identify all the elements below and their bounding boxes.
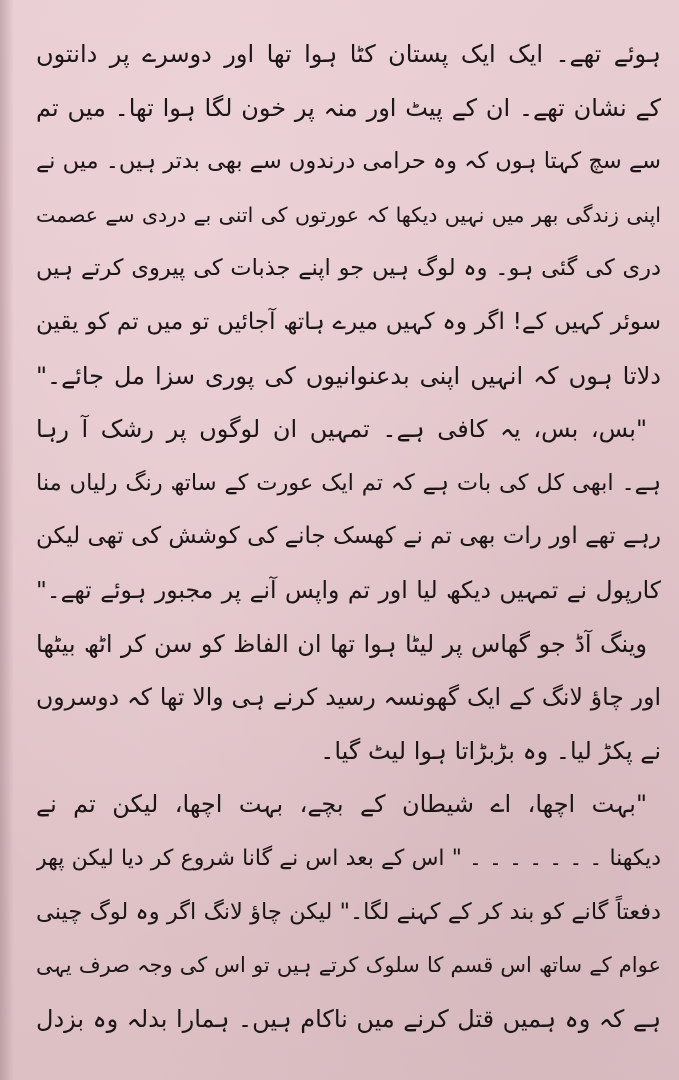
text-line: اپنی زندگی بھر میں نہیں دیکھا کہ عورتوں کی اتنی بے دردی سے عصمت xyxy=(36,202,661,227)
page-text xyxy=(36,28,661,1046)
text-line: ہے۔ ابھی کل کی بات ہے کہ تم ایک عورت کے ساتھ رنگ رلیاں منا xyxy=(36,469,661,496)
text-line: دلاتا ہوں کہ انہیں اپنی بدعنوانیوں کی پوری سزا مل جائے۔" xyxy=(36,361,661,390)
text-line: دفعتاً گانے کو بند کر کے کہنے لگا۔" لیکن چاؤ لانگ اگر وہ لوگ چینی xyxy=(36,898,661,925)
text-line: سے سچ کہتا ہوں کہ وہ حرامی درندوں سے بھی بدتر ہیں۔ میں نے xyxy=(36,148,661,175)
text-line: کارپول نے تمہیں دیکھ لیا اور تم واپس آنے پر مجبور ہوئے تھے۔" xyxy=(36,575,661,604)
text-line: دیکھنا ۔ ۔ ۔ ۔ ۔ ۔ ۔ " اس کے بعد اس نے گانا شروع کر دیا لیکن پھر xyxy=(36,845,661,871)
text-line: وینگ آڈ جو گھاس پر لیٹا ہوا تھا ان الفاظ کو سن کر اٹھ بیٹھا xyxy=(36,629,647,658)
page-edge-shadow xyxy=(0,0,14,1080)
text-line: "بس، بس، یہ کافی ہے۔ تمہیں ان لوگوں پر رشک آ رہا xyxy=(36,415,647,444)
text-line: دری کی گئی ہو۔ وہ لوگ ہیں جو اپنے جذبات کی پیروی کرتے ہیں xyxy=(36,255,661,282)
text-line: کے نشان تھے۔ ان کے پیٹ اور منہ پر خون لگا ہوا تھا۔ میں تم xyxy=(36,93,661,122)
text-line: عوام کے ساتھ اس قسم کا سلوک کرتے ہیں تو اس کی وجہ صرف یہی xyxy=(36,953,661,978)
text-line: سوئر کہیں کے! اگر وہ کہیں میرے ہاتھ آجائیں تو میں تم کو یقین xyxy=(36,308,661,335)
text-line: نے پکڑ لیا۔ وہ بڑبڑاتا ہوا لیٹ گیا۔ xyxy=(320,736,661,765)
text-line: ہے کہ وہ ہمیں قتل کرنے میں ناکام ہیں۔ ہمارا بدلہ وہ بزدل xyxy=(36,1004,661,1033)
text-line: اور چاؤ لانگ کے ایک گھونسہ رسید کرنے ہی والا تھا کہ دوسروں xyxy=(36,683,661,712)
text-line: ہوئے تھے۔ ایک ایک پستان کٹا ہوا تھا اور دوسرے پر دانتوں xyxy=(36,40,661,68)
text-line: رہے تھے اور رات بھی تم نے کھسک جانے کی کوشش کی تھی لیکن xyxy=(36,523,661,550)
text-line: "بہت اچھا، اے شیطان کے بچے، بہت اچھا، لیکن تم نے xyxy=(36,790,647,819)
